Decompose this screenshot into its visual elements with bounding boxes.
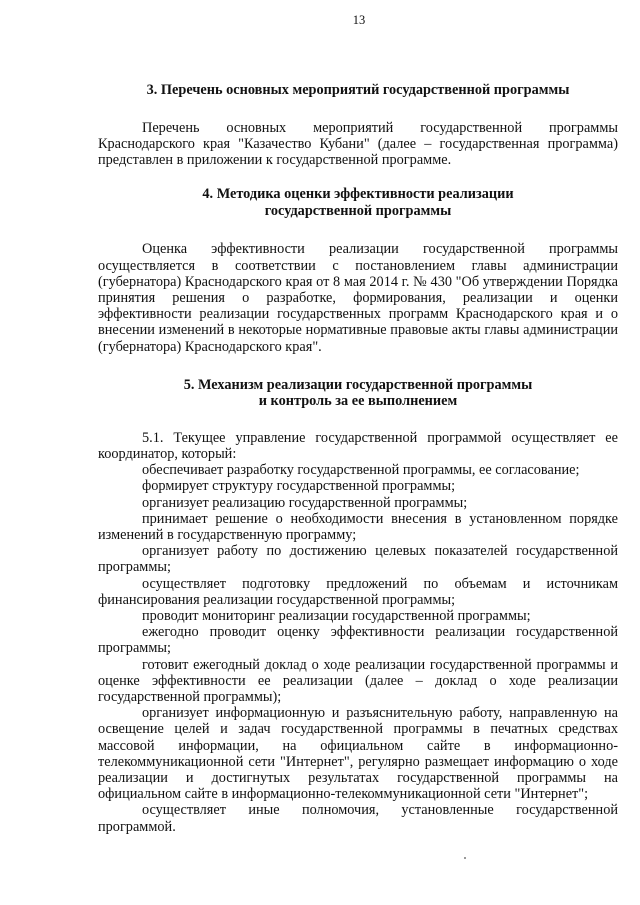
section-4-paragraph: Оценка эффективности реализации государственной программы осуществляется в соответствии с постановлением главы администрации (губернатора) Краснодарского края от 8 мая 2014 г. № 430 "Об утверждении Порядка принятия решения о разработке, формирования, реализации и оценки эффективности реализации государственных программ Краснодарского края и о внесении изменений в некоторые нормативные правовые акты главы администрации (губернатора) Краснодарского края".	[98, 241, 618, 355]
section-3-heading-text: 3. Перечень основных мероприятий государственной программы	[146, 82, 570, 99]
section-5-heading-line-2: и контроль за ее выполнением	[258, 393, 458, 410]
section-3-heading	[98, 82, 618, 99]
list-item: формирует структуру государственной программы;	[142, 478, 456, 495]
list-item: осуществляет подготовку предложений по объемам и источникам финансирования реализации государственной программы;	[98, 575, 618, 608]
list-item: 5.1. Текущее управление государственной программой осуществляет ее координатор, который:	[98, 429, 618, 462]
section-3-paragraph: Перечень основных мероприятий государственной программы Краснодарского края "Казачество Кубани" (далее – государственная программа) представлен в приложении к государственной программе.	[98, 119, 618, 169]
section-4-heading-line-2: государственной программы	[264, 202, 452, 219]
list-item: обеспечивает разработку государственной программы, ее согласование;	[142, 462, 580, 479]
list-item: организует информационную и разъяснительную работу, направленную на освещение целей и задач государственной программы в печатных средствах массовой информации, на официальном сайте в информационно-телекоммуникационной сети "Интернет", регулярно размещает информацию о ходе реализации и достигнутых результатах государственной программы на официальном сайте в информационно-телекоммуникационной сети "Интернет";	[98, 705, 618, 803]
page-number: 13	[352, 13, 366, 27]
list-item: проводит мониторинг реализации государственной программы;	[142, 607, 531, 624]
scan-speck	[464, 857, 466, 859]
section-4-heading	[98, 186, 618, 219]
section-4-heading-line-1: 4. Методика оценки эффективности реализации	[202, 186, 514, 203]
list-item: организует реализацию государственной программы;	[142, 494, 468, 511]
list-item: осуществляет иные полномочия, установленные государственной программой.	[98, 802, 618, 835]
section-5-list	[98, 430, 618, 835]
section-5-heading-line-1: 5. Механизм реализации государственной программы	[183, 376, 533, 393]
list-item: организует работу по достижению целевых показателей государственной программы;	[98, 543, 618, 576]
section-5-heading	[98, 377, 618, 410]
list-item: принимает решение о необходимости внесения в установленном порядке изменений в государственную программу;	[98, 510, 618, 543]
list-item: ежегодно проводит оценку эффективности реализации государственной программы;	[98, 624, 618, 657]
list-item: готовит ежегодный доклад о ходе реализации государственной программы и оценке эффективности ее реализации (далее – доклад о ходе реализации государственной программы);	[98, 656, 618, 705]
